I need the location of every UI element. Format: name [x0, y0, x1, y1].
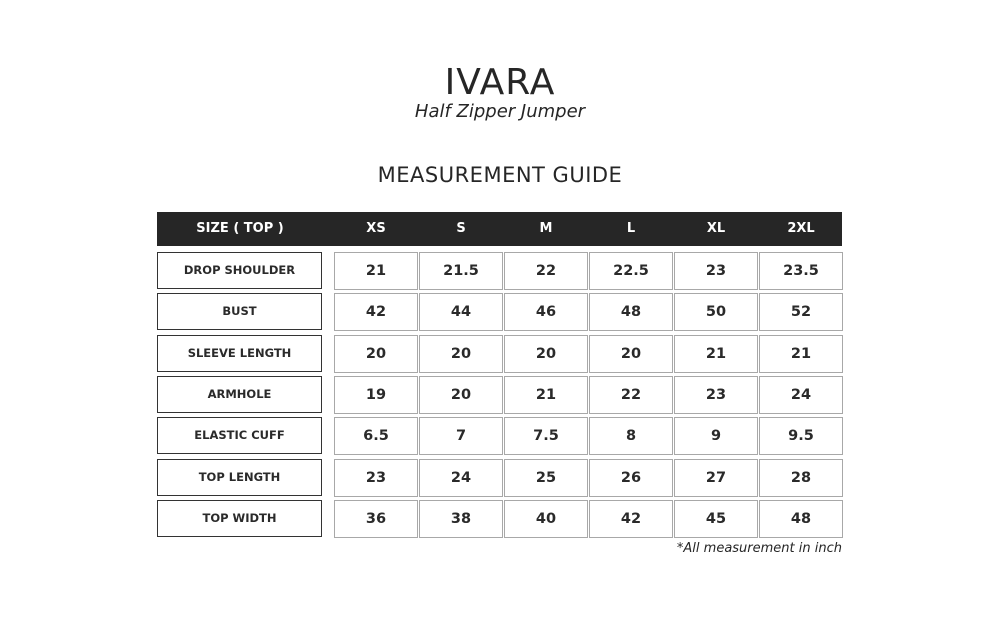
measurement-cell: 20	[334, 335, 418, 373]
header-size-label: SIZE ( TOP )	[196, 221, 284, 236]
measurement-cell: 50	[674, 293, 758, 331]
measurement-cell: 21.5	[419, 252, 503, 290]
measurement-cell: 42	[589, 500, 673, 538]
row-label: BUST	[157, 293, 322, 330]
measurement-cell: 36	[334, 500, 418, 538]
measurement-cell: 48	[589, 293, 673, 331]
measurement-cell: 9.5	[759, 417, 843, 455]
measurement-cell: 22.5	[589, 252, 673, 290]
measurement-cell: 46	[504, 293, 588, 331]
row-label: TOP LENGTH	[157, 459, 322, 496]
measurement-cell: 21	[759, 335, 843, 373]
guide-title: MEASUREMENT GUIDE	[377, 163, 623, 187]
header-size: XS	[366, 221, 386, 236]
measurement-cell: 20	[504, 335, 588, 373]
table-row	[157, 459, 842, 497]
measurement-cell: 21	[334, 252, 418, 290]
measurement-cell: 38	[419, 500, 503, 538]
table-row	[157, 417, 842, 455]
measurement-cell: 24	[759, 376, 843, 414]
measurement-cell: 19	[334, 376, 418, 414]
measurement-cell: 23.5	[759, 252, 843, 290]
measurement-cell: 25	[504, 459, 588, 497]
measurement-cell: 20	[589, 335, 673, 373]
measurement-cell: 26	[589, 459, 673, 497]
measurement-cell: 23	[334, 459, 418, 497]
row-label: TOP WIDTH	[157, 500, 322, 537]
table-row	[157, 252, 842, 290]
measurement-cell: 21	[674, 335, 758, 373]
row-label: SLEEVE LENGTH	[157, 335, 322, 372]
measurement-cell: 9	[674, 417, 758, 455]
header-size: M	[539, 221, 553, 236]
header-size: L	[626, 221, 636, 236]
measurement-note: *All measurement in inch	[676, 541, 842, 556]
measurement-cell: 22	[504, 252, 588, 290]
measurement-cell: 21	[504, 376, 588, 414]
measurement-cell: 22	[589, 376, 673, 414]
measurement-cell: 23	[674, 252, 758, 290]
header-size: XL	[706, 221, 726, 236]
brand-title: IVARA	[444, 62, 556, 103]
measurement-cell: 24	[419, 459, 503, 497]
table-row	[157, 293, 842, 331]
row-label: ARMHOLE	[157, 376, 322, 413]
measurement-cell: 20	[419, 376, 503, 414]
measurement-cell: 48	[759, 500, 843, 538]
measurement-cell: 45	[674, 500, 758, 538]
measurement-cell: 8	[589, 417, 673, 455]
measurement-cell: 7.5	[504, 417, 588, 455]
measurement-cell: 6.5	[334, 417, 418, 455]
measurement-cell: 23	[674, 376, 758, 414]
table-header	[157, 212, 842, 246]
table-row	[157, 376, 842, 414]
table-row	[157, 335, 842, 373]
header-size: 2XL	[787, 221, 815, 236]
table-row	[157, 500, 842, 538]
measurement-cell: 27	[674, 459, 758, 497]
measurement-cell: 44	[419, 293, 503, 331]
row-label: DROP SHOULDER	[157, 252, 322, 289]
measurement-cell: 42	[334, 293, 418, 331]
product-name: Half Zipper Jumper	[414, 101, 586, 122]
measurement-cell: 52	[759, 293, 843, 331]
row-label: ELASTIC CUFF	[157, 417, 322, 454]
measurement-cell: 28	[759, 459, 843, 497]
measurement-cell: 20	[419, 335, 503, 373]
header-size: S	[456, 221, 466, 236]
measurement-cell: 7	[419, 417, 503, 455]
measurement-cell: 40	[504, 500, 588, 538]
